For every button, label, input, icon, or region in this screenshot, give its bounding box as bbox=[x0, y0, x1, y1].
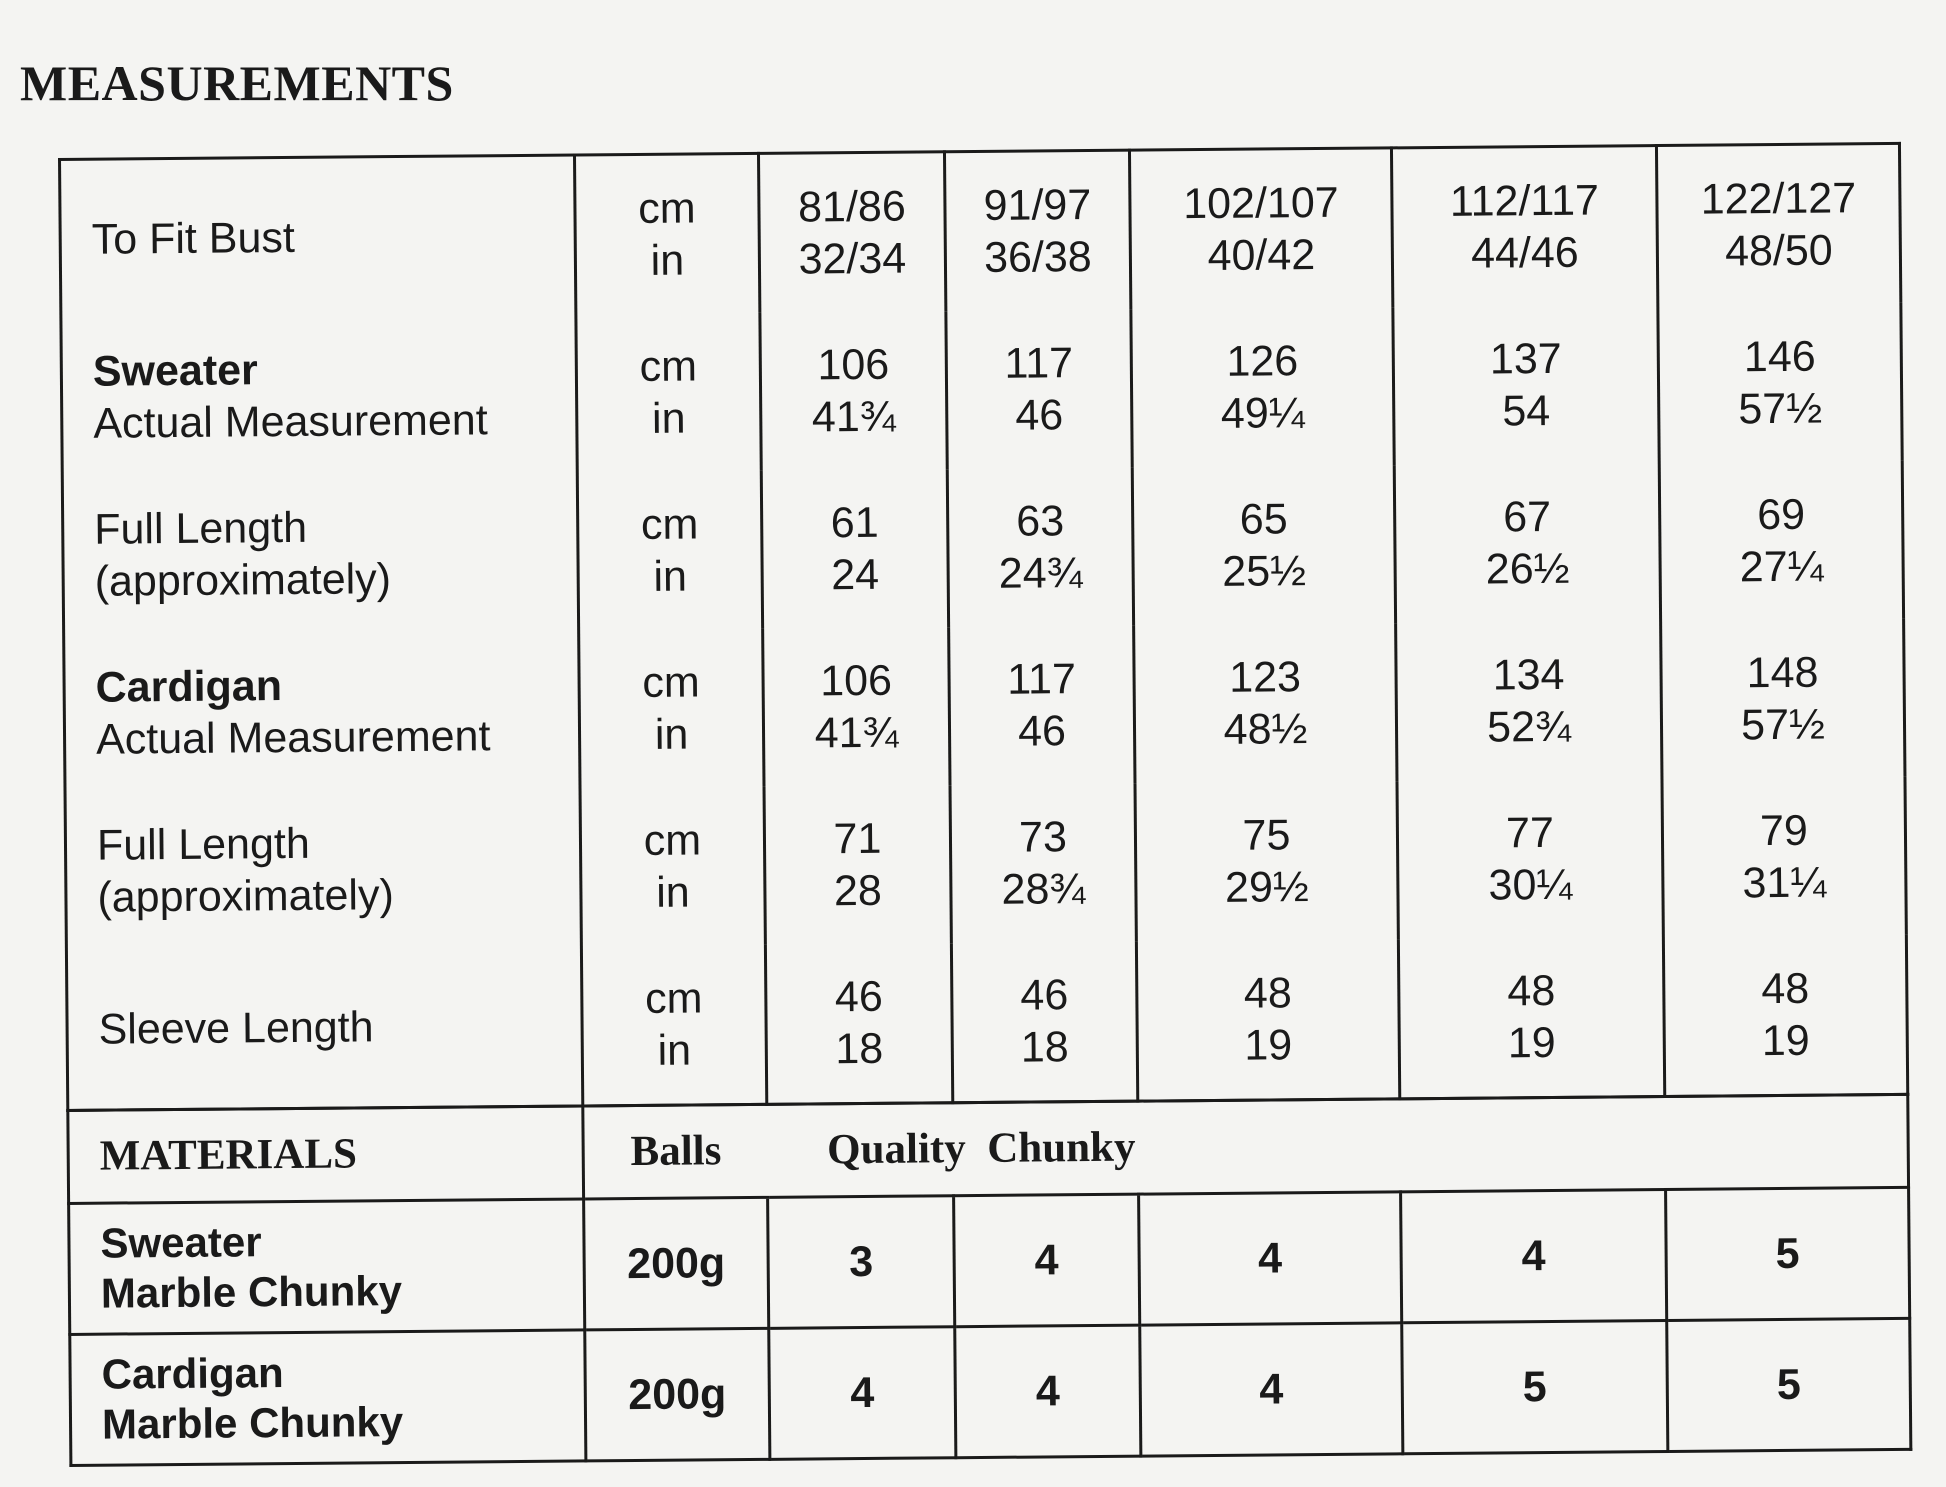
value-in: 28 bbox=[833, 866, 883, 916]
unit-label: in bbox=[654, 710, 689, 759]
page-heading: MEASUREMENTS bbox=[20, 55, 454, 111]
size-value-cell bbox=[1131, 307, 1394, 467]
row-label-line: Full Length bbox=[96, 819, 310, 870]
unit-label: cm bbox=[642, 657, 700, 707]
value-in: 54 bbox=[1502, 386, 1551, 436]
materials-table bbox=[66, 1093, 1912, 1467]
ball-count: 5 bbox=[1666, 1187, 1910, 1320]
row-label-line: To Fit Bust bbox=[91, 213, 296, 264]
value-cm: 102/107 bbox=[1183, 178, 1339, 228]
size-value-cell bbox=[1656, 143, 1900, 305]
size-value-cell bbox=[1398, 937, 1664, 1099]
size-value-cell bbox=[949, 626, 1135, 786]
ball-count: 4 bbox=[1401, 1190, 1667, 1323]
row-label-line: Sleeve Length bbox=[98, 1003, 374, 1054]
size-value-cell bbox=[1135, 781, 1398, 941]
yarn-label-line: Marble Chunky bbox=[101, 1398, 404, 1448]
measurement-row bbox=[61, 303, 1902, 477]
unit-cell bbox=[574, 153, 759, 314]
materials-row bbox=[70, 1318, 1911, 1465]
row-label-line: Actual Measurement bbox=[93, 396, 488, 448]
value-in: 19 bbox=[1507, 1018, 1556, 1068]
value-in: 19 bbox=[1761, 1016, 1810, 1066]
size-value-cell bbox=[1129, 148, 1392, 310]
row-label-line: Sweater bbox=[92, 345, 259, 396]
unit-label: in bbox=[653, 552, 688, 601]
value-cm: 137 bbox=[1489, 334, 1562, 384]
yarn-label bbox=[70, 1330, 586, 1465]
value-in: 48/50 bbox=[1724, 226, 1833, 276]
size-value-cell bbox=[763, 627, 950, 787]
value-in: 24¾ bbox=[998, 549, 1083, 598]
value-cm: 48 bbox=[1761, 964, 1810, 1013]
yarn-label-line: Sweater bbox=[100, 1217, 262, 1267]
ball-weight: 200g bbox=[585, 1328, 770, 1461]
materials-row bbox=[69, 1187, 1910, 1334]
size-value-cell bbox=[764, 785, 951, 945]
materials-title: MATERIALS bbox=[68, 1106, 584, 1203]
value-in: 18 bbox=[835, 1024, 884, 1074]
value-cm: 63 bbox=[1016, 496, 1065, 546]
unit-label: in bbox=[657, 1026, 692, 1075]
ball-count: 5 bbox=[1402, 1321, 1668, 1454]
row-label bbox=[62, 472, 578, 634]
value-in: 46 bbox=[1015, 391, 1064, 440]
value-cm: 69 bbox=[1757, 490, 1806, 539]
row-label-line: Cardigan bbox=[95, 661, 283, 712]
row-label bbox=[64, 630, 580, 792]
value-cm: 79 bbox=[1759, 806, 1809, 855]
unit-label: cm bbox=[638, 183, 696, 233]
value-cm: 126 bbox=[1226, 336, 1299, 386]
ball-weight: 200g bbox=[584, 1197, 769, 1330]
measurements-table bbox=[58, 142, 1909, 1112]
value-cm: 146 bbox=[1743, 332, 1816, 381]
value-cm: 122/127 bbox=[1700, 173, 1857, 224]
value-cm: 46 bbox=[1020, 970, 1069, 1020]
yarn-label-line: Cardigan bbox=[101, 1348, 284, 1398]
ball-count: 4 bbox=[1140, 1323, 1403, 1456]
row-label bbox=[65, 788, 581, 950]
value-cm: 148 bbox=[1746, 648, 1819, 697]
value-in: 44/46 bbox=[1470, 228, 1579, 278]
value-in: 41¾ bbox=[811, 392, 896, 442]
ball-count: 5 bbox=[1667, 1318, 1911, 1451]
value-in: 18 bbox=[1020, 1023, 1069, 1072]
value-cm: 123 bbox=[1228, 652, 1302, 702]
unit-cell bbox=[579, 629, 764, 789]
value-cm: 75 bbox=[1242, 810, 1291, 860]
value-cm: 106 bbox=[820, 656, 893, 705]
value-cm: 91/97 bbox=[983, 180, 1092, 230]
size-value-cell bbox=[951, 942, 1137, 1103]
measurement-row bbox=[64, 619, 1905, 793]
value-in: 27¼ bbox=[1739, 542, 1824, 592]
unit-cell bbox=[576, 313, 761, 473]
value-cm: 77 bbox=[1505, 808, 1555, 857]
ball-count: 4 bbox=[769, 1327, 956, 1460]
value-in: 24 bbox=[831, 550, 880, 600]
yarn-label bbox=[69, 1199, 585, 1334]
value-cm: 117 bbox=[1004, 338, 1074, 388]
value-in: 48½ bbox=[1223, 705, 1308, 754]
size-value-cell bbox=[1659, 461, 1903, 621]
value-cm: 117 bbox=[1007, 654, 1077, 704]
size-value-cell bbox=[1393, 305, 1659, 465]
ball-count: 3 bbox=[768, 1196, 955, 1329]
ball-count: 4 bbox=[955, 1325, 1141, 1458]
value-in: 36/38 bbox=[983, 232, 1092, 282]
size-value-cell bbox=[1134, 623, 1397, 783]
unit-label: in bbox=[655, 868, 690, 917]
size-chart bbox=[58, 142, 1909, 1448]
value-cm: 65 bbox=[1239, 494, 1288, 544]
size-value-cell bbox=[947, 468, 1133, 628]
value-in: 52¾ bbox=[1486, 702, 1572, 752]
measurement-row bbox=[65, 777, 1906, 951]
value-cm: 134 bbox=[1492, 650, 1565, 700]
row-label-line: Full Length bbox=[94, 503, 308, 554]
size-value-cell bbox=[1132, 465, 1395, 625]
unit-label: cm bbox=[643, 815, 702, 865]
size-value-cell bbox=[1663, 935, 1907, 1097]
row-label bbox=[66, 946, 582, 1110]
value-in: 31¼ bbox=[1742, 858, 1827, 908]
quality-header: Quality Chunky bbox=[767, 1094, 1909, 1197]
size-value-cell bbox=[950, 784, 1136, 944]
value-cm: 61 bbox=[830, 498, 879, 547]
size-value-cell bbox=[761, 469, 948, 629]
size-value-cell bbox=[944, 150, 1130, 311]
value-cm: 73 bbox=[1018, 812, 1068, 862]
yarn-label-line: Marble Chunky bbox=[100, 1267, 403, 1317]
unit-cell bbox=[580, 787, 765, 947]
row-label-line: Actual Measurement bbox=[95, 712, 491, 764]
size-value-cell bbox=[758, 152, 945, 313]
unit-cell bbox=[581, 945, 766, 1106]
size-value-cell bbox=[1661, 619, 1905, 779]
unit-cell bbox=[577, 471, 762, 631]
value-in: 19 bbox=[1244, 1021, 1293, 1070]
value-in: 26½ bbox=[1485, 544, 1570, 594]
value-cm: 46 bbox=[834, 972, 883, 1021]
size-value-cell bbox=[1394, 463, 1660, 623]
size-value-cell bbox=[1396, 621, 1662, 781]
value-in: 49¼ bbox=[1220, 389, 1305, 438]
size-value-cell bbox=[946, 310, 1132, 470]
unit-label: cm bbox=[640, 499, 699, 549]
row-label bbox=[61, 314, 577, 476]
measurement-row bbox=[66, 935, 1907, 1111]
size-value-cell bbox=[1662, 777, 1906, 937]
value-in: 25½ bbox=[1222, 547, 1307, 596]
size-value-cell bbox=[765, 943, 952, 1104]
size-value-cell bbox=[1136, 939, 1399, 1101]
value-in: 41¾ bbox=[814, 708, 899, 758]
value-in: 57½ bbox=[1740, 700, 1826, 750]
value-in: 46 bbox=[1017, 707, 1067, 756]
value-in: 28¾ bbox=[1001, 865, 1086, 914]
measurement-row bbox=[60, 143, 1901, 319]
value-cm: 48 bbox=[1243, 968, 1292, 1018]
value-cm: 48 bbox=[1507, 966, 1556, 1015]
materials-header-row bbox=[68, 1094, 1909, 1203]
value-in: 32/34 bbox=[798, 234, 907, 284]
value-cm: 112/117 bbox=[1449, 176, 1600, 226]
value-in: 57½ bbox=[1738, 384, 1823, 434]
value-cm: 71 bbox=[833, 814, 882, 863]
balls-header: Balls bbox=[583, 1104, 768, 1199]
unit-label: in bbox=[651, 394, 686, 443]
row-label-line: (approximately) bbox=[94, 555, 392, 606]
value-in: 30¼ bbox=[1488, 860, 1573, 910]
value-in: 29½ bbox=[1224, 863, 1309, 912]
row-label bbox=[60, 155, 576, 319]
unit-label: cm bbox=[639, 341, 698, 391]
row-label-line: (approximately) bbox=[97, 871, 394, 922]
value-in: 40/42 bbox=[1207, 231, 1316, 280]
value-cm: 106 bbox=[817, 340, 890, 389]
value-cm: 67 bbox=[1503, 492, 1552, 541]
value-cm: 81/86 bbox=[797, 182, 906, 232]
size-value-cell bbox=[1397, 779, 1663, 939]
ball-count: 4 bbox=[954, 1194, 1140, 1327]
size-value-cell bbox=[1391, 146, 1657, 308]
size-value-cell bbox=[760, 311, 947, 471]
measurement-row bbox=[62, 461, 1903, 635]
unit-label: in bbox=[650, 236, 685, 285]
size-value-cell bbox=[1658, 303, 1902, 463]
ball-count: 4 bbox=[1139, 1192, 1402, 1325]
unit-label: cm bbox=[644, 973, 703, 1023]
